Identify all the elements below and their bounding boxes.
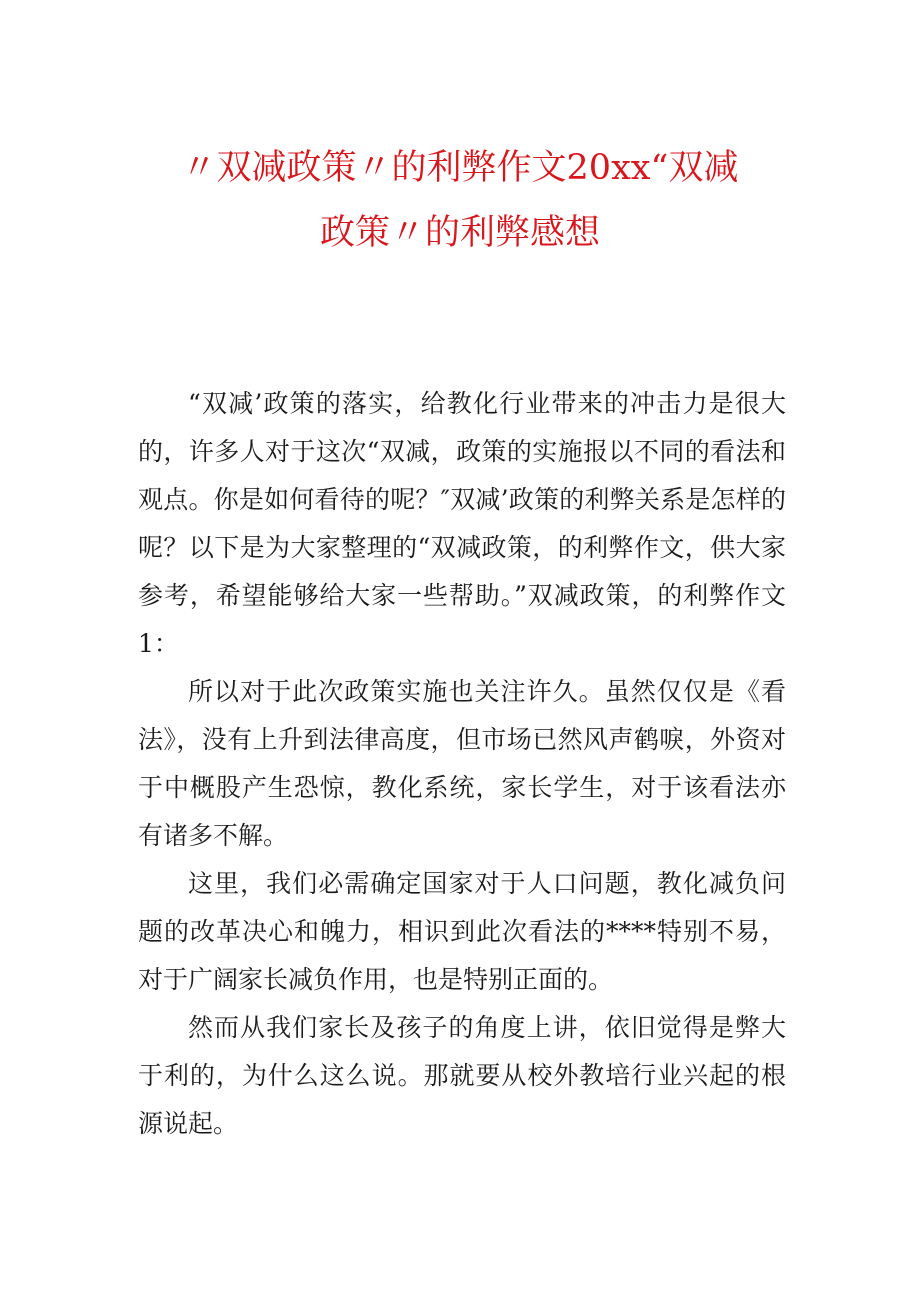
document-title — [120, 136, 800, 266]
paragraph-2: 所以对于此次政策实施也关注许久。虽然仅仅是《看法》，没有上升到法律高度，但市场已然风声鹤唳，外资对于中概股产生恐惊，教化系统，家长学生，对于该看法亦有诸多不解。 — [138, 677, 786, 850]
paragraph-3: 这里，我们必需确定国家对于人口问题，教化减负问题的改革决心和魄力，相识到此次看法的****特别不易，对于广阔家长减负作用，也是特别正面的。 — [138, 869, 786, 994]
title-line-2: 政策〃的利弊感想 — [319, 213, 600, 253]
document-body — [138, 380, 786, 1148]
paragraph-intro: “双减’政策的落实，给教化行业带来的冲击力是很大的，许多人对于这次“双减，政策的实施报以不同的看法和观点。你是如何看待的呢？″双减’政策的利弊关系是怎样的呢？以下是为大家整理的“双减政策，的利弊作文，供大家参考，希望能够给大家一些帮助。”双减政策，的利弊作文1： — [138, 389, 786, 658]
paragraph-4: 然而从我们家长及孩子的角度上讲，依旧觉得是弊大于利的，为什么这么说。那就要从校外教培行业兴起的根源说起。 — [138, 1013, 786, 1138]
title-line-1: 〃双减政策〃的利弊作文20xx“双减 — [181, 148, 739, 188]
